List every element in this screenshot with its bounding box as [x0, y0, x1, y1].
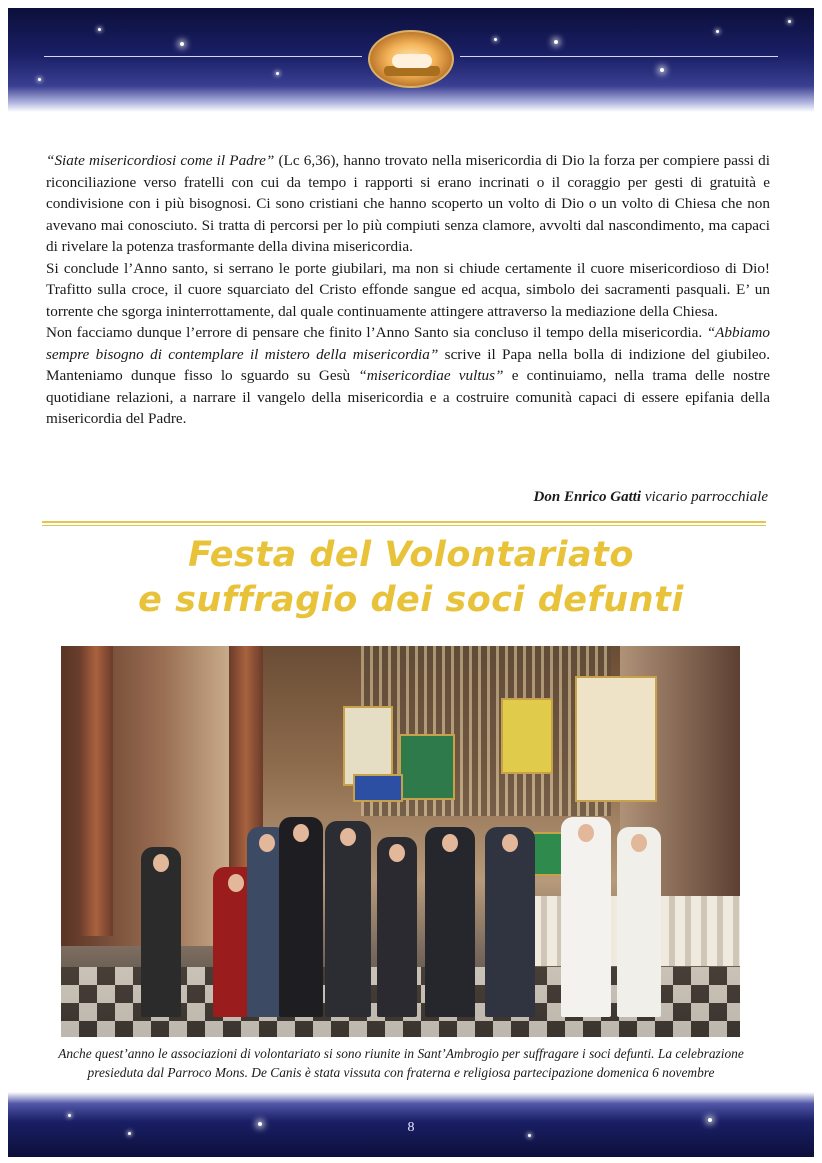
star-icon	[716, 30, 719, 33]
page-number: 8	[407, 1120, 415, 1135]
signature	[534, 489, 768, 506]
quote-luke: “Siate misericordiosi come il Padre”	[46, 152, 275, 169]
star-icon	[180, 42, 184, 46]
paragraph-3-text-a: Non facciamo dunque l’errore di pensare che finito l’Anno Santo sia concluso il tempo della misericordia.	[46, 324, 707, 341]
person-head	[442, 834, 458, 852]
association-banner	[575, 676, 657, 802]
article-body	[46, 150, 770, 430]
person-head	[631, 834, 647, 852]
person-figure	[425, 827, 475, 1017]
star-icon	[68, 1114, 71, 1117]
section-divider	[42, 521, 766, 526]
person-figure	[561, 817, 611, 1017]
headline-line-1: Festa del Volontariato	[188, 535, 634, 575]
person-figure	[325, 821, 371, 1017]
person-figure	[377, 837, 417, 1017]
paragraph-1	[46, 150, 770, 258]
person-figure	[485, 827, 535, 1017]
header-starry-band	[8, 8, 814, 112]
church-pillar	[79, 646, 113, 936]
association-banner	[399, 734, 455, 800]
signature-name: Don Enrico Gatti	[533, 489, 642, 505]
header-line-left	[44, 56, 362, 57]
person-head	[228, 874, 244, 892]
star-icon	[494, 38, 497, 41]
paragraph-2: Si conclude l’Anno santo, si serrano le porte giubilari, ma non si chiude certamente il cuore misericordioso di Dio! Trafitto sulla croce, il cuore squarciato del Cristo effonde sangue ed acqua, simbolo dei sacramenti pasquali. E’ un torrente che sgorga ininterrottamente, dal quale continuamente attingere attraverso la mediazione della Chiesa.	[46, 259, 770, 320]
star-icon	[38, 78, 41, 81]
infant-figure	[392, 54, 432, 68]
paragraph-3-text-b: scrive il Papa nella bolla di indizione del giubileo. Manteniamo dunque fisso lo sguardo su Gesù	[46, 345, 771, 384]
quote-pope: “Abbiamo sempre bisogno di contemplare il mistero della misericordia”	[46, 324, 770, 363]
nativity-medallion	[368, 30, 454, 88]
star-icon	[660, 68, 664, 72]
person-head	[259, 834, 275, 852]
person-head	[389, 844, 405, 862]
person-head	[153, 854, 169, 872]
star-icon	[788, 20, 791, 23]
person-figure	[141, 847, 181, 1017]
quote-misericordiae-vultus: “misericordiae vultus”	[358, 367, 504, 384]
signature-role: vicario parrocchiale	[644, 489, 768, 505]
person-head	[340, 828, 356, 846]
star-icon	[554, 40, 558, 44]
star-icon	[276, 72, 279, 75]
person-head	[578, 824, 594, 842]
paragraph-3-text-c: e continuiamo, nella trama delle nostre quotidiane relazioni, a narrare il vangelo della misericordia e a costruire comunità capaci di essere epifania della misericordia del Padre.	[46, 367, 770, 427]
headline-line-2: e suffragio dei soci defunti	[138, 580, 684, 620]
person-head	[502, 834, 518, 852]
person-figure	[279, 817, 323, 1017]
association-banner	[501, 698, 553, 774]
header-line-right	[460, 56, 778, 57]
photo-caption: Anche quest’anno le associazioni di volontariato si sono riunite in Sant’Ambrogio per suffragare i soci defunti. La celebrazione presieduta dal Parroco Mons. De Canis è stata vissuta con fraterna e religiosa partecipazione domenica 6 novembre	[58, 1046, 744, 1080]
group-photo	[61, 646, 740, 1037]
paragraph-1-text: (Lc 6,36), hanno trovato nella misericordia di Dio la forza per compiere passi di riconciliazione verso fratelli con cui da tempo i rapporti si erano incrinati o il coraggio per gesti di gratuità e condivisione con i più bisognosi. Ci sono cristiani che hanno scoperto un volto di Dio o un volto di Chiesa che non avevano mai conosciuto. Si tratta di percorsi per lo più compiuti senza clamore, avvolti dal nascondimento, ma capaci di rivelare la potenza trasformante della divina misericordia.	[46, 152, 770, 255]
person-head	[293, 824, 309, 842]
star-icon	[98, 28, 101, 31]
person-figure	[617, 827, 661, 1017]
association-banner	[353, 774, 403, 802]
paragraph-3	[46, 322, 770, 430]
